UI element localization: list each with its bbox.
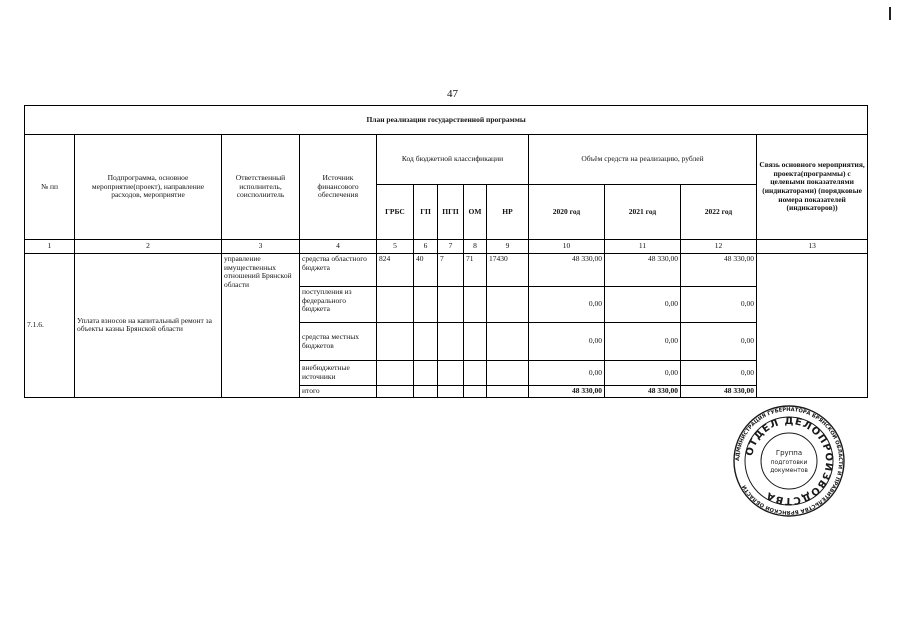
- header-pgp: ПГП: [438, 185, 464, 240]
- column-number: 13: [757, 240, 868, 254]
- cell-2020: 0,00: [529, 287, 605, 323]
- stamp-center-line1: Группа: [775, 449, 803, 457]
- cell-2021: 48 330,00: [605, 254, 681, 287]
- cell-om: 71: [464, 254, 487, 287]
- table-row: [25, 254, 868, 287]
- plan-table: [24, 105, 868, 398]
- cell-om: [464, 361, 487, 386]
- cell-gp: [414, 386, 438, 398]
- header-year-2022: 2022 год: [681, 185, 757, 240]
- edge-mark: [889, 7, 891, 20]
- total-2021: 48 330,00: [605, 386, 681, 398]
- cell-pgp: 7: [438, 254, 464, 287]
- column-number: 3: [222, 240, 300, 254]
- cell-om: [464, 287, 487, 323]
- cell-2021: 0,00: [605, 323, 681, 361]
- header-budget-code: Код бюджетной классификации: [377, 135, 529, 185]
- row-executor: управление имущественных отношений Брянской области: [222, 254, 300, 398]
- column-number: 6: [414, 240, 438, 254]
- header-num: № пп: [25, 135, 75, 240]
- cell-om: [464, 323, 487, 361]
- stamp-center-line2: подготовки: [770, 459, 808, 466]
- header-subprogram: Подпрограмма, основное мероприятие(проект), направление расходов, мероприятие: [75, 135, 222, 240]
- cell-np: [487, 386, 529, 398]
- stamp-center-line3: документов: [770, 467, 808, 474]
- cell-np: [487, 287, 529, 323]
- cell-2022: 0,00: [681, 287, 757, 323]
- cell-np: [487, 323, 529, 361]
- cell-grbs: [377, 287, 414, 323]
- cell-2022: 0,00: [681, 323, 757, 361]
- table-title: План реализации государственной программы: [25, 106, 868, 135]
- header-executor: Ответственный исполнитель, соисполнитель: [222, 135, 300, 240]
- source-name: поступления из федерального бюджета: [300, 287, 377, 323]
- cell-grbs: 824: [377, 254, 414, 287]
- cell-2020: 0,00: [529, 361, 605, 386]
- column-number: 12: [681, 240, 757, 254]
- column-number: 7: [438, 240, 464, 254]
- cell-2021: 0,00: [605, 361, 681, 386]
- page-number: 47: [447, 88, 458, 100]
- cell-gp: [414, 287, 438, 323]
- cell-2022: 48 330,00: [681, 254, 757, 287]
- cell-grbs: [377, 386, 414, 398]
- header-volume: Объём средств на реализацию, рублей: [529, 135, 757, 185]
- cell-gp: [414, 323, 438, 361]
- column-number: 9: [487, 240, 529, 254]
- header-grbs: ГРБС: [377, 185, 414, 240]
- header-year-2021: 2021 год: [605, 185, 681, 240]
- cell-gp: [414, 361, 438, 386]
- column-number: 4: [300, 240, 377, 254]
- source-name: средства местных бюджетов: [300, 323, 377, 361]
- cell-np: [487, 361, 529, 386]
- cell-pgp: [438, 323, 464, 361]
- cell-gp: 40: [414, 254, 438, 287]
- header-np: НР: [487, 185, 529, 240]
- column-number: 1: [25, 240, 75, 254]
- column-number: 11: [605, 240, 681, 254]
- row-name: Уплата взносов на капитальный ремонт за объекты казны Брянской области: [75, 254, 222, 398]
- cell-grbs: [377, 323, 414, 361]
- cell-grbs: [377, 361, 414, 386]
- cell-om: [464, 386, 487, 398]
- total-2022: 48 330,00: [681, 386, 757, 398]
- header-source: Источник финансового обеспечения: [300, 135, 377, 240]
- cell-2020: 48 330,00: [529, 254, 605, 287]
- total-2020: 48 330,00: [529, 386, 605, 398]
- row-number: 7.1.6.: [25, 254, 75, 398]
- header-year-2020: 2020 год: [529, 185, 605, 240]
- column-number: 10: [529, 240, 605, 254]
- column-number: 2: [75, 240, 222, 254]
- cell-pgp: [438, 386, 464, 398]
- header-om: ОМ: [464, 185, 487, 240]
- cell-np: 17430: [487, 254, 529, 287]
- cell-pgp: [438, 361, 464, 386]
- cell-2021: 0,00: [605, 287, 681, 323]
- cell-link: [757, 254, 868, 398]
- source-name: внебюджетные источники: [300, 361, 377, 386]
- cell-pgp: [438, 287, 464, 323]
- total-label: итого: [300, 386, 377, 398]
- header-gp: ГП: [414, 185, 438, 240]
- column-number: 8: [464, 240, 487, 254]
- stamp-ring-text: ОТДЕЛ ДЕЛОПРОИЗВОДСТВА: [744, 415, 835, 507]
- cell-2020: 0,00: [529, 323, 605, 361]
- stamp-outer-text: АДМИНИСТРАЦИЯ ГУБЕРНАТОРА БРЯНСКОЙ ОБЛАСТИ И ПРАВИТЕЛЬСТВА БРЯНСКОЙ ОБЛАСТИ: [734, 406, 844, 516]
- source-name: средства областного бюджета: [300, 254, 377, 287]
- cell-2022: 0,00: [681, 361, 757, 386]
- column-number: 5: [377, 240, 414, 254]
- office-stamp: [733, 405, 845, 517]
- column-number-row: [25, 240, 868, 254]
- header-link: Связь основного мероприятия, проекта(программы) с целевыми показателями (индикаторами) (порядковые номера показателей (индикаторов)): [757, 135, 868, 240]
